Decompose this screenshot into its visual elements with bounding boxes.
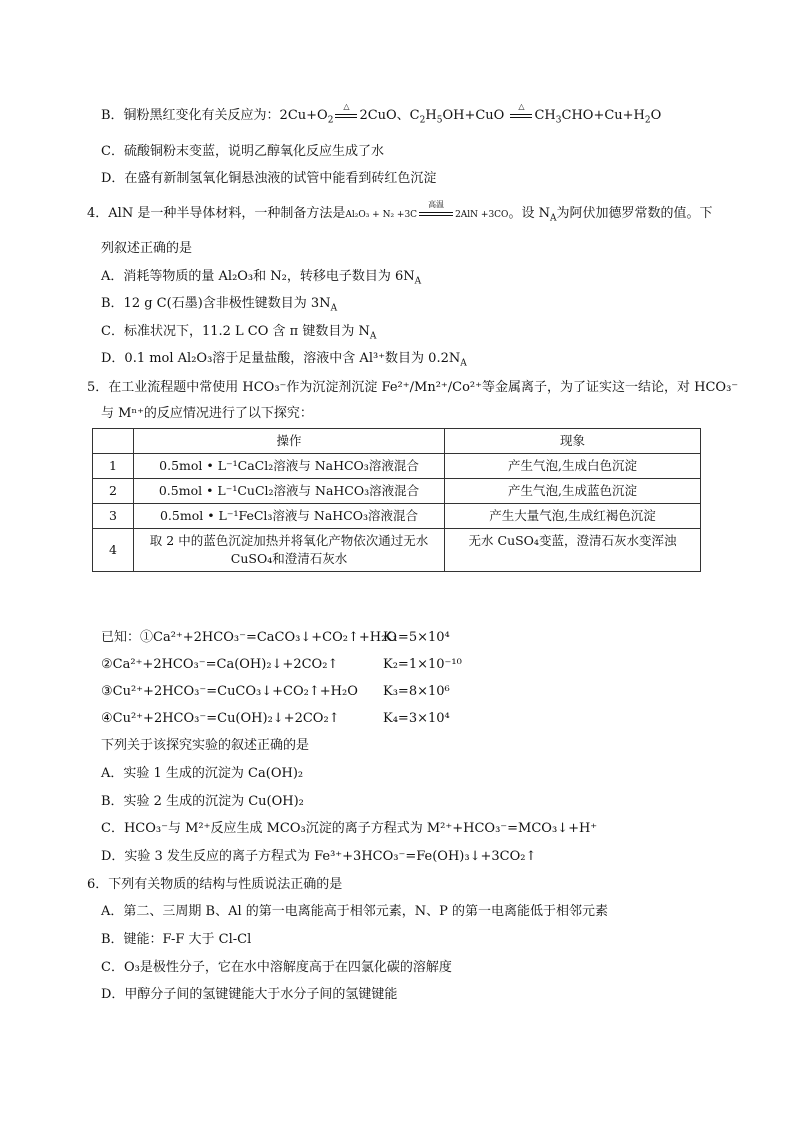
table-row xyxy=(93,504,701,529)
q4-option-c xyxy=(101,323,376,341)
known-eq-1: 已知：①Ca²⁺+2HCO₃⁻=CaCO₃↓+CO₂↑+H₂O xyxy=(101,630,397,645)
q3-b-text3: H xyxy=(425,108,437,123)
heat-symbol: △ xyxy=(343,102,350,111)
q5-option-a: A．实验 1 生成的沉淀为 Ca(OH)₂ xyxy=(101,766,304,781)
table-cell: 产生气泡,生成白色沉淀 xyxy=(445,454,701,479)
table-cell: 4 xyxy=(93,529,134,572)
table-cell: 取 2 中的蓝色沉淀加热并将氧化产物依次通过无水 CuSO₄和澄清石灰水 xyxy=(134,529,445,572)
q5-stem-line1: 5．在工业流程题中常使用 HCO₃⁻作为沉淀剂沉淀 Fe²⁺/Mn²⁺/Co²⁺等金属离子，为了证实这一结论，对 HCO₃⁻ xyxy=(87,380,739,395)
q3-b-text6: CHO+Cu+H xyxy=(561,108,645,123)
table-cell: 无水 CuSO₄变蓝，澄清石灰水变浑浊 xyxy=(445,529,701,572)
table-row xyxy=(93,479,701,504)
table-cell: 0.5mol • L⁻¹FeCl₃溶液与 NaHCO₃溶液混合 xyxy=(134,504,445,529)
known-k-3: K₃=8×10⁶ xyxy=(383,684,450,699)
table-cell: 2 xyxy=(93,479,134,504)
table-cell: 产生大量气泡,生成红褐色沉淀 xyxy=(445,504,701,529)
q4-d-text: D．0.1 mol Al₂O₃溶于足量盐酸，溶液中含 Al³⁺数目为 0.2N xyxy=(101,351,461,366)
q4-stem-c: 为阿伏加德罗常数的值。下 xyxy=(556,206,713,221)
q4-b-sub: A xyxy=(330,303,338,314)
q3-b-text2: 2CuO、C xyxy=(359,108,420,123)
heat-equals-sign xyxy=(333,102,359,125)
q5-option-c: C．HCO₃⁻与 M²⁺反应生成 MCO₃沉淀的离子方程式为 M²⁺+HCO₃⁻=MCO₃↓+H⁺ xyxy=(101,821,598,836)
q4-a-sub: A xyxy=(414,276,422,287)
q5-option-b: B．实验 2 生成的沉淀为 Cu(OH)₂ xyxy=(101,794,304,809)
q6-option-a: A．第二、三周期 B、Al 的第一电离能高于相邻元素，N、P 的第一电离能低于相邻元素 xyxy=(101,904,609,919)
experiment-table xyxy=(92,428,701,572)
table-cell: 3 xyxy=(93,504,134,529)
table-row xyxy=(93,454,701,479)
table-header-cell xyxy=(93,429,134,454)
q3-b-text4: OH+CuO xyxy=(442,108,505,123)
q4-a-text: A．消耗等物质的量 Al₂O₃和 N₂，转移电子数目为 6N xyxy=(101,269,415,284)
q4-stem-a: 4．AlN 是一种半导体材料，一种制备方法是 xyxy=(87,206,346,221)
q3-b-text7: O xyxy=(650,108,662,123)
table-cell: 产生气泡,生成蓝色沉淀 xyxy=(445,479,701,504)
q6-option-d: D．甲醇分子间的氢键键能大于水分子间的氢键键能 xyxy=(101,987,398,1002)
table-row xyxy=(93,529,701,572)
q4-c-text: C．标准状况下，11.2 L CO 含 π 键数目为 N xyxy=(101,324,370,339)
q3-option-b: B．铜粉黑红变化有关反应为：$2Cu+O_2$ △ 2CuO、$C_2H_5OH+CuO$ △ $CH_3CHO+Cu+H_2O$ xyxy=(101,107,661,125)
q6-stem: 6．下列有关物质的结构与性质说法正确的是 xyxy=(87,877,343,892)
table-cell: 1 xyxy=(93,454,134,479)
known-k-2: K₂=1×10⁻¹⁰ xyxy=(383,657,462,672)
q5-question: 下列关于该探究实验的叙述正确的是 xyxy=(101,738,310,753)
q4-option-a xyxy=(101,268,421,286)
known-eq-4: ④Cu²⁺+2HCO₃⁻=Cu(OH)₂↓+2CO₂↑ xyxy=(101,711,340,726)
q4-stem xyxy=(87,200,713,224)
q4-stem-sub: A xyxy=(549,213,557,224)
q4-d-sub: A xyxy=(460,358,467,369)
q4-stem-b: 。设 N xyxy=(508,206,550,221)
known-k-4: K₄=3×10⁴ xyxy=(383,711,450,726)
heat-symbol-2: △ xyxy=(518,102,525,111)
q4-eq-left: Al₂O₃ + N₂ +3C xyxy=(345,210,418,220)
q4-b-text: B．12 g C(石墨)含非极性键数目为 3N xyxy=(101,296,331,311)
q6-option-b: B．键能：F-F 大于 Cl-Cl xyxy=(101,932,252,947)
q3-option-c: C．硫酸铜粉末变蓝，说明乙醇氧化反应生成了水 xyxy=(101,144,384,159)
q5-option-d: D．实验 3 发生反应的离子方程式为 Fe³⁺+3HCO₃⁻=Fe(OH)₃↓+3CO₂↑ xyxy=(101,849,537,864)
q4-option-b xyxy=(101,295,337,313)
q4-option-d xyxy=(101,350,467,368)
heat-equals-sign-2 xyxy=(508,102,534,125)
q3-option-d: D．在盛有新制氢氧化铜悬浊液的试管中能看到砖红色沉淀 xyxy=(101,171,437,186)
q3-b-text1: B．铜粉黑红变化有关反应为：2Cu+O xyxy=(101,108,328,123)
q4-c-sub: A xyxy=(369,331,377,342)
known-k-1: K₁=5×10⁴ xyxy=(383,630,450,645)
q5-stem-line2: 与 Mⁿ⁺的反应情况进行了以下探究： xyxy=(101,406,313,421)
table-cell: 0.5mol • L⁻¹CaCl₂溶液与 NaHCO₃溶液混合 xyxy=(134,454,445,479)
high-temp-label: 高温 xyxy=(428,200,445,209)
table-header-cell: 操作 xyxy=(134,429,445,454)
known-eq-2: ②Ca²⁺+2HCO₃⁻=Ca(OH)₂↓+2CO₂↑ xyxy=(101,657,339,672)
high-temp-equals-sign xyxy=(417,200,455,223)
q4-eq-right: 2AlN +3CO xyxy=(455,210,509,220)
table-header-cell: 现象 xyxy=(445,429,701,454)
known-eq-3: ③Cu²⁺+2HCO₃⁻=CuCO₃↓+CO₂↑+H₂O xyxy=(101,684,358,699)
q3-b-text5: CH xyxy=(534,108,556,123)
q6-option-c: C．O₃是极性分子，它在水中溶解度高于在四氯化碳的溶解度 xyxy=(101,960,452,975)
table-header-row xyxy=(93,429,701,454)
table-cell: 0.5mol • L⁻¹CuCl₂溶液与 NaHCO₃溶液混合 xyxy=(134,479,445,504)
q4-stem-line2: 列叙述正确的是 xyxy=(101,241,193,256)
